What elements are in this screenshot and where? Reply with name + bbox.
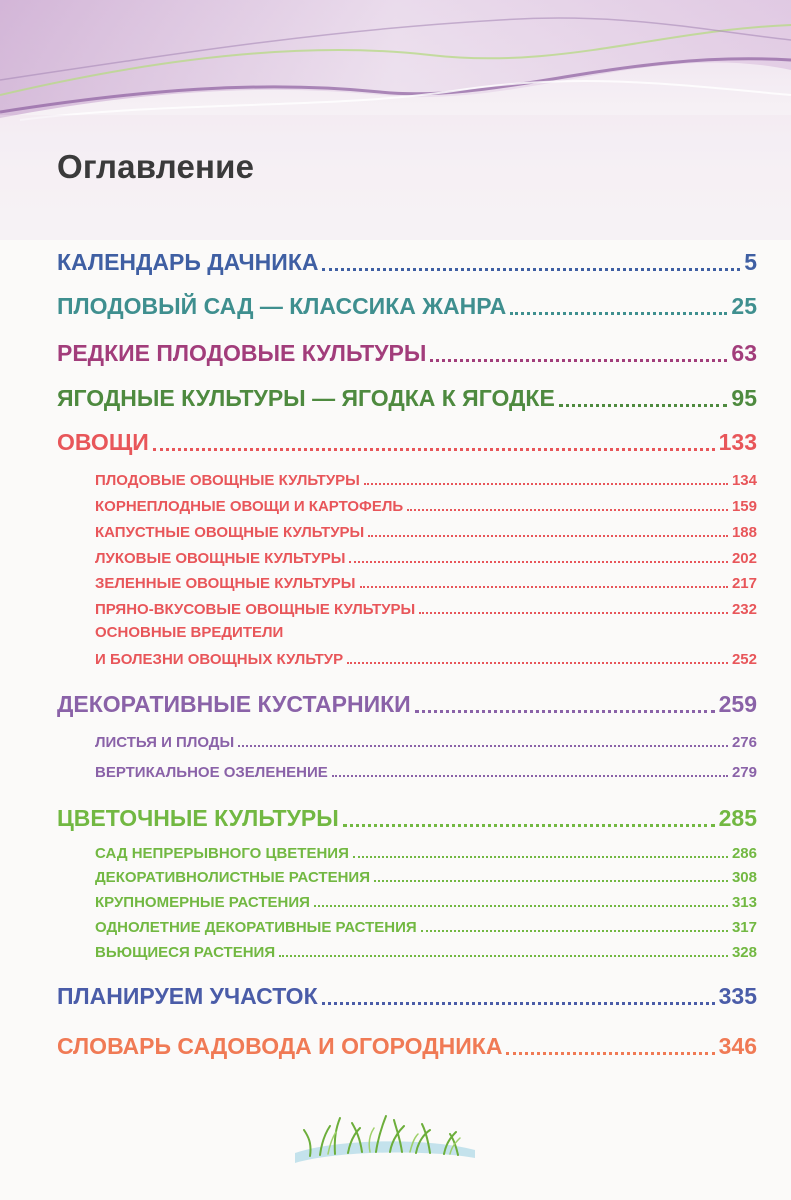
toc-entry-page: 285: [718, 805, 757, 831]
toc-subentry-label: ЛИСТЬЯ И ПЛОДЫ: [95, 734, 235, 751]
toc-entry-label: ПЛОДОВЫЙ САД — КЛАССИКА ЖАНРА: [57, 293, 507, 319]
toc-subentry-label: ПЛОДОВЫЕ ОВОЩНЫЕ КУЛЬТУРЫ: [95, 472, 360, 489]
toc-entry-rare[interactable]: [57, 337, 757, 367]
toc-entry-berry[interactable]: [57, 382, 757, 412]
dot-leader: [353, 856, 728, 858]
toc-subentry-label: ЗЕЛЕННЫЕ ОВОЩНЫЕ КУЛЬТУРЫ: [95, 575, 356, 592]
toc-entry-page: 346: [718, 1033, 757, 1059]
toc-subentry-page: 217: [731, 575, 757, 592]
toc-entry-page: 63: [731, 340, 757, 366]
toc-subentry-label: ЛУКОВЫЕ ОВОЩНЫЕ КУЛЬТУРЫ: [95, 550, 346, 567]
top-wave-decoration: [0, 0, 791, 240]
toc-subentry-label: ВЬЮЩИЕСЯ РАСТЕНИЯ: [95, 944, 276, 961]
toc-entry-flowers[interactable]: [57, 802, 757, 832]
toc-subentry-page: 134: [731, 472, 757, 489]
toc-subentry-page: 313: [731, 894, 757, 911]
toc-subentry[interactable]: [95, 891, 757, 911]
dot-leader: [343, 824, 715, 827]
dot-leader: [430, 359, 727, 362]
dot-leader: [332, 775, 728, 777]
toc-subentry[interactable]: [95, 521, 757, 541]
dot-leader: [314, 905, 728, 907]
toc-entry-label: ЯГОДНЫЕ КУЛЬТУРЫ — ЯГОДКА К ЯГОДКЕ: [57, 385, 555, 411]
toc-subentry[interactable]: [95, 598, 757, 618]
toc-entry-plan[interactable]: [57, 980, 757, 1010]
toc-subentry-page: 328: [731, 944, 757, 961]
dot-leader: [421, 930, 728, 932]
toc-entry-page: 335: [718, 983, 757, 1009]
toc-entry-orchard[interactable]: [57, 290, 757, 320]
dot-leader: [415, 710, 715, 713]
toc-subentry[interactable]: [95, 648, 757, 668]
dot-leader: [407, 509, 728, 511]
toc-subentry[interactable]: [95, 731, 757, 751]
dot-leader: [153, 448, 715, 451]
toc-subentry-page: 317: [731, 919, 757, 936]
page-title: Оглавление: [57, 148, 255, 185]
dot-leader: [347, 662, 728, 664]
toc-entry-page: 95: [731, 385, 757, 411]
toc-subentry[interactable]: [95, 572, 757, 592]
toc-entry-page: 259: [718, 691, 757, 717]
toc-subentry-page: 188: [731, 524, 757, 541]
dot-leader: [506, 1052, 714, 1055]
toc-entry-page: 133: [718, 429, 757, 455]
toc-subentry-page: 286: [731, 845, 757, 862]
toc-subentry-label: ВЕРТИКАЛЬНОЕ ОЗЕЛЕНЕНИЕ: [95, 764, 328, 781]
toc-subentry[interactable]: [95, 761, 757, 781]
toc-subentry-label: КОРНЕПЛОДНЫЕ ОВОЩИ И КАРТОФЕЛЬ: [95, 498, 404, 515]
toc-subentry-page: 159: [731, 498, 757, 515]
toc-entry-label: ЦВЕТОЧНЫЕ КУЛЬТУРЫ: [57, 805, 339, 831]
dot-leader: [559, 404, 728, 407]
toc-subentry-label: КРУПНОМЕРНЫЕ РАСТЕНИЯ: [95, 894, 310, 911]
toc-entry-label: ОВОЩИ: [57, 429, 149, 455]
toc-entry-label: СЛОВАРЬ САДОВОДА И ОГОРОДНИКА: [57, 1033, 503, 1059]
toc-subentry-page: 308: [731, 869, 757, 886]
toc-subentry-page: 232: [731, 601, 757, 618]
dot-leader: [279, 955, 728, 957]
dot-leader: [360, 586, 728, 588]
toc-subentry-page: 202: [731, 550, 757, 567]
dot-leader: [349, 561, 728, 563]
toc-subentry[interactable]: [95, 547, 757, 567]
toc-entry-shrubs[interactable]: [57, 688, 757, 718]
dot-leader: [364, 483, 728, 485]
toc-entry-label: РЕДКИЕ ПЛОДОВЫЕ КУЛЬТУРЫ: [57, 340, 427, 366]
toc-entry-calendar[interactable]: [57, 246, 757, 276]
toc-subentry[interactable]: [95, 495, 757, 515]
toc-subentry-label: ДЕКОРАТИВНОЛИСТНЫЕ РАСТЕНИЯ: [95, 869, 370, 886]
toc-subentry-label-line1: ОСНОВНЫЕ ВРЕДИТЕЛИ: [95, 624, 284, 641]
dot-leader: [322, 268, 740, 271]
toc-subentry[interactable]: [95, 842, 757, 862]
dot-leader: [374, 880, 728, 882]
dot-leader: [322, 1002, 715, 1005]
toc-subentry-label: И БОЛЕЗНИ ОВОЩНЫХ КУЛЬТУР: [95, 651, 344, 668]
toc-entry-label: ДЕКОРАТИВНЫЕ КУСТАРНИКИ: [57, 691, 411, 717]
dot-leader: [368, 535, 728, 537]
toc-subentry-label: КАПУСТНЫЕ ОВОЩНЫЕ КУЛЬТУРЫ: [95, 524, 365, 541]
toc-subentry-label: ОДНОЛЕТНИЕ ДЕКОРАТИВНЫЕ РАСТЕНИЯ: [95, 919, 417, 936]
toc-entry-page: 25: [731, 293, 757, 319]
dot-leader: [238, 745, 728, 747]
toc-entry-label: КАЛЕНДАРЬ ДАЧНИКА: [57, 249, 319, 275]
toc-subentry[interactable]: [95, 469, 757, 489]
toc-entry-vegetables[interactable]: [57, 426, 757, 456]
toc-subentry-label: САД НЕПРЕРЫВНОГО ЦВЕТЕНИЯ: [95, 845, 349, 862]
toc-subentry[interactable]: [95, 941, 757, 961]
toc-subentry-page: 276: [731, 734, 757, 751]
toc-entry-page: 5: [744, 249, 757, 275]
toc-subentry-label: ПРЯНО-ВКУСОВЫЕ ОВОЩНЫЕ КУЛЬТУРЫ: [95, 601, 416, 618]
toc-subentry-page: 252: [731, 651, 757, 668]
dot-leader: [419, 612, 728, 614]
toc-entry-label: ПЛАНИРУЕМ УЧАСТОК: [57, 983, 318, 1009]
toc-subentry[interactable]: [95, 916, 757, 936]
toc-subentry[interactable]: [95, 866, 757, 886]
toc-subentry-page: 279: [731, 764, 757, 781]
dot-leader: [510, 312, 727, 315]
toc-entry-dictionary[interactable]: [57, 1030, 757, 1060]
grass-icon: [290, 1108, 480, 1168]
